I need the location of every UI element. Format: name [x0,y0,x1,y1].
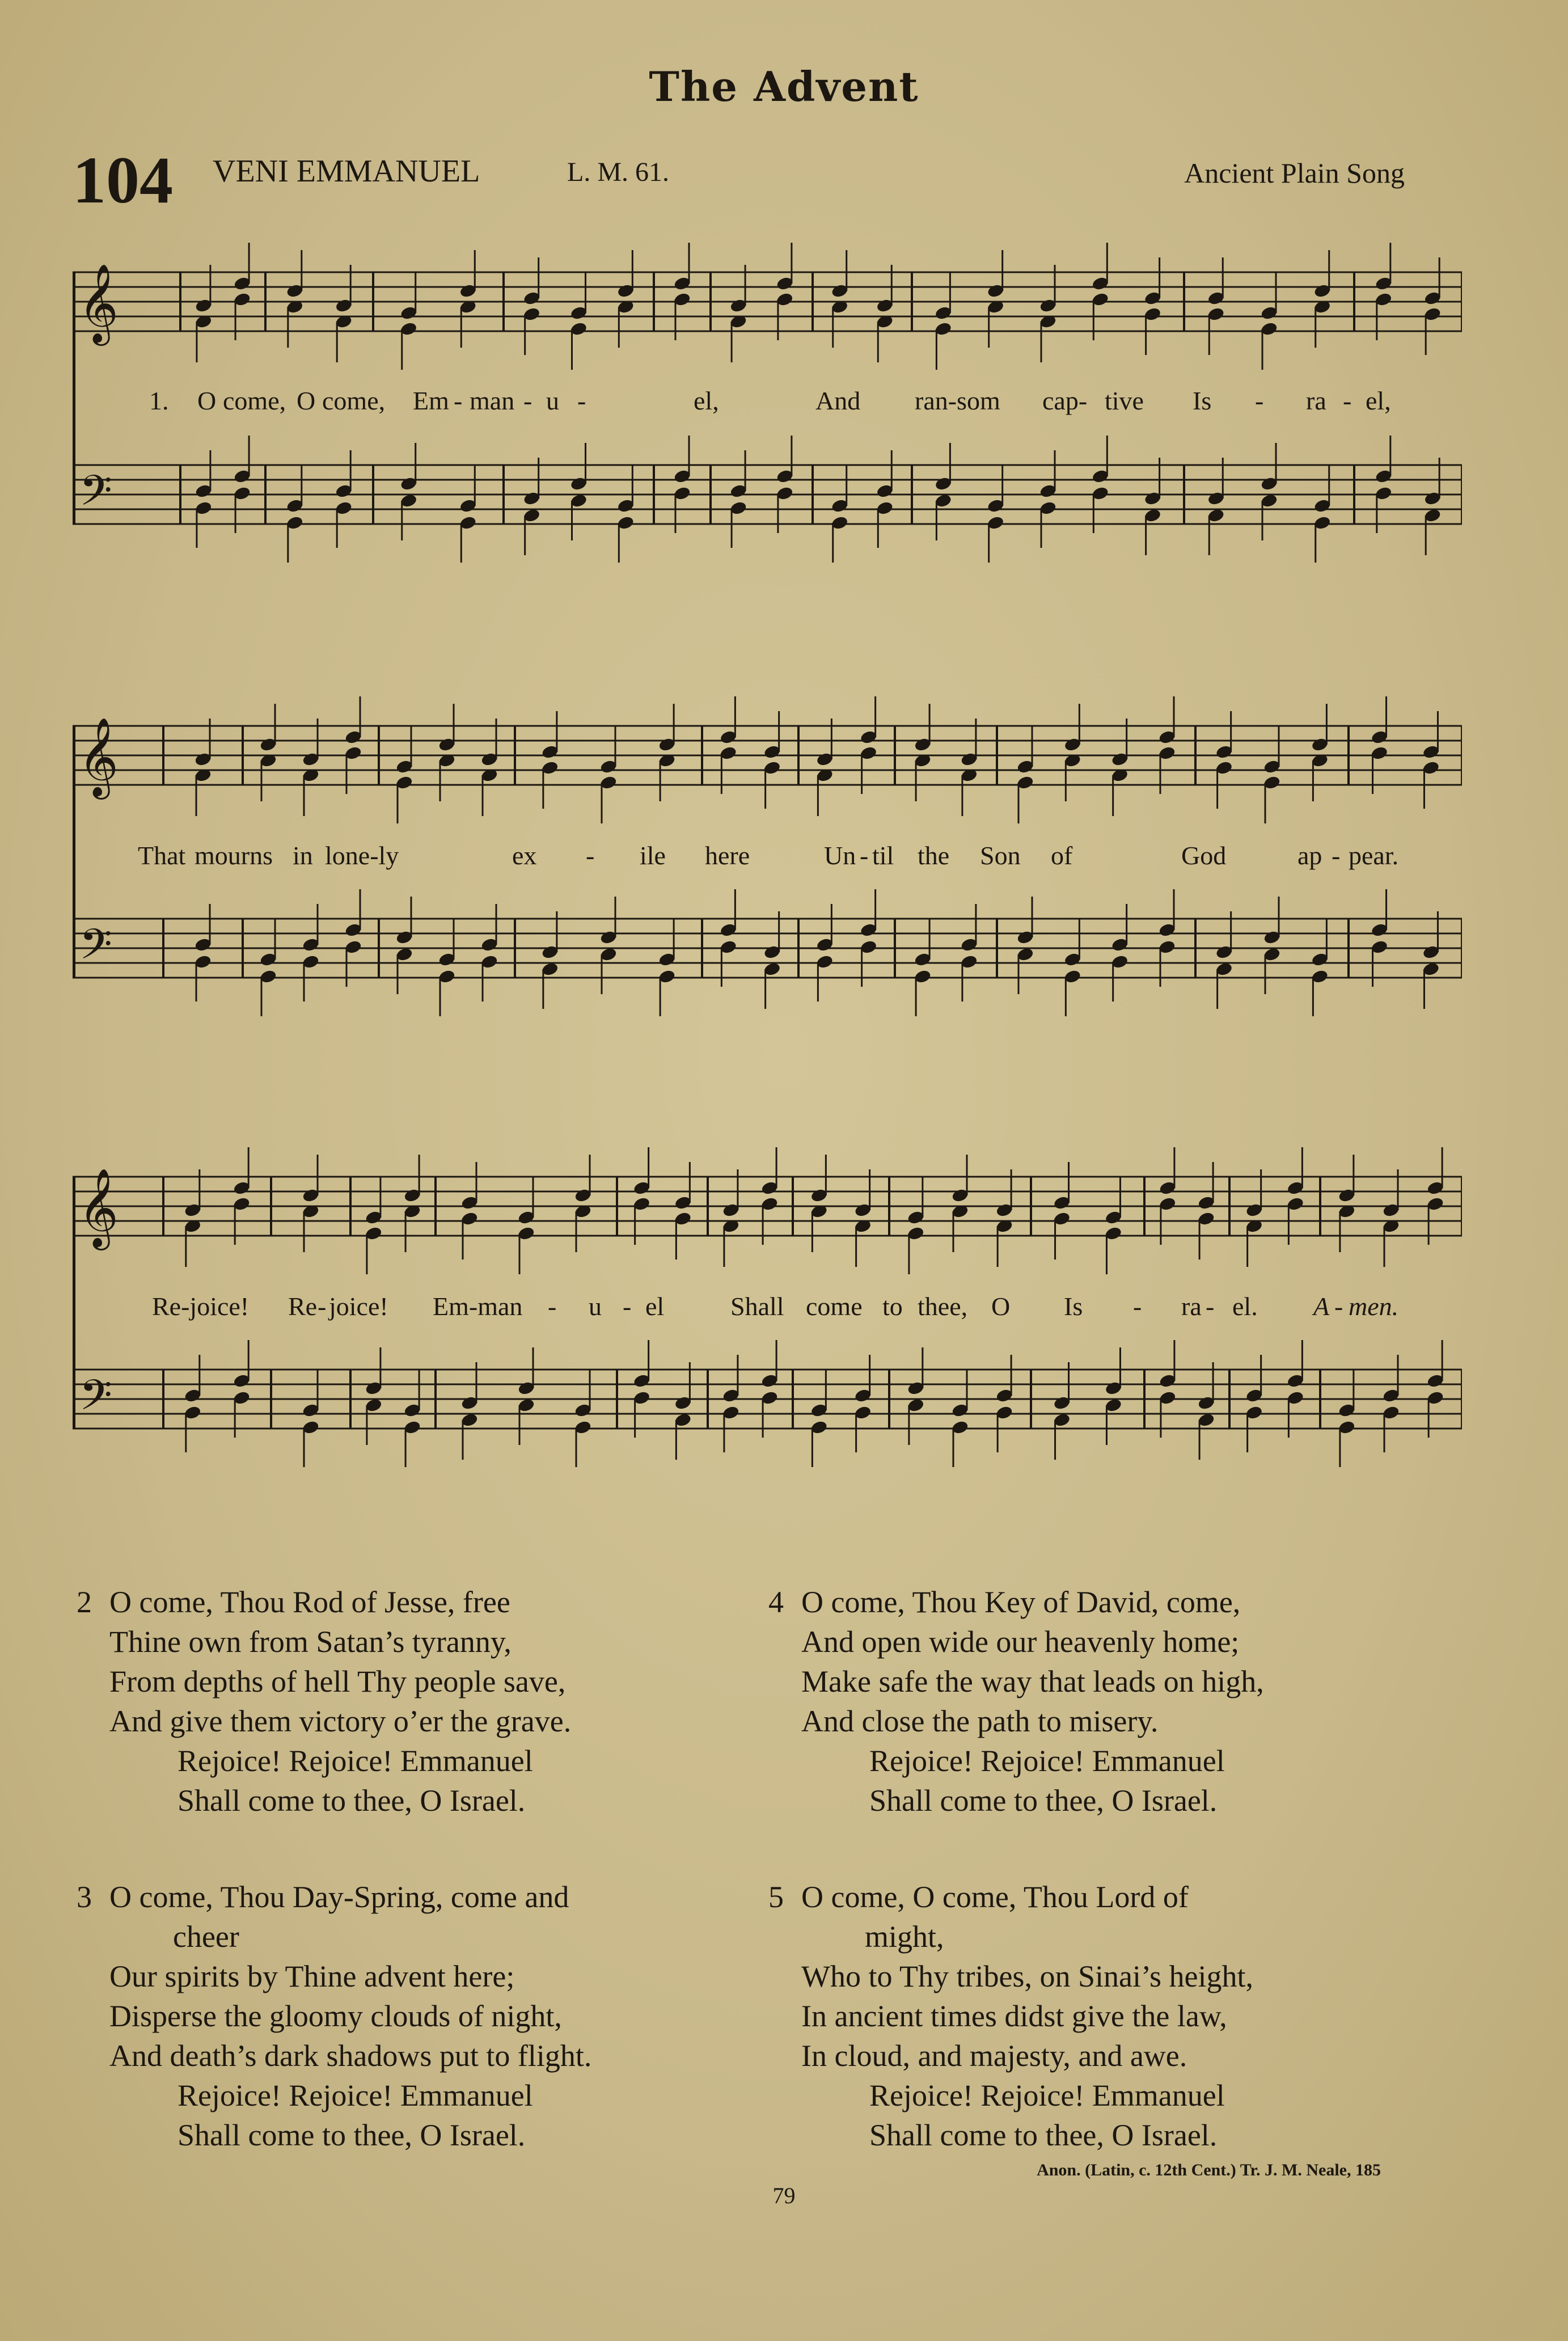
meter: L. M. 61. [567,157,669,187]
verse-line: O come, Thou Day-Spring, come and [109,1880,569,1914]
lyric-syllable: - [1255,386,1264,415]
verse-number: 3 [77,1880,92,1914]
lyric-syllable: - [1343,386,1352,415]
lyric-syllable: - [1133,1292,1142,1321]
music-staff-graphic [73,681,1462,1032]
lyric-syllable: come, [322,386,386,415]
lyric-syllable: Em-man [433,1292,523,1321]
tune-name: VENI EMMANUEL [213,154,480,189]
lyric-syllable: of [1051,841,1073,870]
lyric-syllable: el [645,1292,665,1321]
verse-line: O come, Thou Rod of Jesse, free [109,1585,510,1619]
lyric-syllable: here [705,841,750,870]
verse-line: Make safe the way that leads on high, [801,1664,1264,1698]
lyric-syllable: u [546,386,559,415]
verse-line: cheer [173,1920,239,1954]
verse-line: And death’s dark shadows put to flight. [109,2039,592,2073]
lyric-syllable: That [138,841,186,870]
lyric-syllable: ile [640,841,666,870]
lyric-syllable: O [197,386,217,415]
lyric-syllable: Re-joice! [152,1292,250,1321]
lyric-syllable: man [470,386,515,415]
lyric-syllable: cap- [1042,386,1088,415]
refrain-line: Shall come to thee, O Israel. [869,1784,1218,1818]
svg-text:𝄞: 𝄞 [78,717,119,796]
lyric-syllable: O [991,1292,1011,1321]
lyric-syllable: el. [1232,1292,1258,1321]
verse-line: O come, O come, Thou Lord of [801,1880,1189,1914]
verse-2 [77,1582,571,1820]
lyric-syllable: And [815,386,861,415]
lyric-syllable: Is [1193,386,1212,415]
verse-line: might, [865,1920,944,1954]
running-title: The Advent [649,62,919,111]
verse-5 [768,1877,1253,2155]
verse-4 [768,1582,1264,1820]
lyric-syllable: in [293,841,313,870]
svg-text:𝄢: 𝄢 [79,920,112,979]
verse-line: O come, Thou Key of David, come, [801,1585,1241,1619]
hymn-number: 104 [73,143,173,217]
page-number: 79 [772,2183,796,2208]
lyric-syllable: Em [413,386,449,415]
lyric-syllable: the [918,841,950,870]
lyric-syllable: come [806,1292,863,1321]
lyric-syllable: til [872,841,894,870]
lyric-syllable: ap [1297,841,1322,870]
lyric-syllable: ra [1181,1292,1202,1321]
lyric-syllable: Is [1064,1292,1083,1321]
verse-line: In cloud, and majesty, and awe. [801,2039,1187,2073]
lyric-syllable: - [586,841,595,870]
verse-number: 2 [77,1585,92,1619]
lyric-syllable: Un [824,841,856,870]
verse-line: And close the path to misery. [801,1704,1159,1738]
svg-text:𝄢: 𝄢 [79,466,112,526]
verse-number: 4 [768,1585,784,1619]
lyric-syllable: ran-som [915,386,1000,415]
music-system-3 [73,1131,1462,1483]
lyric-syllable: A [1313,1292,1330,1321]
music-system-1 [73,227,1462,578]
music-system-2 [73,681,1462,1032]
lyric-syllable: 1. [149,386,169,415]
verse-line: Our spirits by Thine advent here; [109,1959,515,1993]
lyric-syllable: - [1206,1292,1215,1321]
refrain-line: Rejoice! Rejoice! Emmanuel [869,2078,1225,2112]
text-attribution: Anon. (Latin, c. 12th Cent.) Tr. J. M. Neale, 185 [1037,2161,1381,2179]
refrain-line: Shall come to thee, O Israel. [177,2118,526,2152]
verse-line: And open wide our heavenly home; [801,1625,1240,1659]
lyric-syllable: u [589,1292,602,1321]
lyric-syllable: Re [288,1292,318,1321]
svg-text:𝄞: 𝄞 [78,264,119,343]
lyric-syllable: come, [223,386,286,415]
refrain-line: Shall come to thee, O Israel. [869,2118,1218,2152]
svg-text:𝄢: 𝄢 [79,1371,112,1430]
refrain-line: Rejoice! Rejoice! Emmanuel [869,1744,1225,1778]
lyric-syllable: mourns [195,841,273,870]
lyric-syllable: tive [1105,386,1144,415]
lyric-syllable: - [548,1292,557,1321]
lyric-syllable: ra [1306,386,1326,415]
lyric-syllable: - [577,386,586,415]
verse-line: And give them victory o’er the grave. [109,1704,572,1738]
lyric-syllable: - [623,1292,632,1321]
lyric-syllable: pear. [1349,841,1399,870]
tune-source: Ancient Plain Song [1184,157,1405,189]
lyric-syllable: God [1181,841,1227,870]
lyric-syllable: el, [1366,386,1391,415]
lyric-syllable: O [297,386,316,415]
lyric-syllable: - [523,386,532,415]
lyric-syllable: - [454,386,463,415]
lyric-syllable: to [882,1292,903,1321]
verse-line: Who to Thy tribes, on Sinai’s height, [801,1959,1253,1993]
verse-3 [77,1877,591,2155]
verse-line: From depths of hell Thy people save, [109,1664,566,1698]
verse-line: Thine own from Satan’s tyranny, [109,1625,512,1659]
lyric-syllable: men. [1349,1292,1399,1321]
lyric-syllable: Shall [730,1292,784,1321]
lyric-syllable: el, [694,386,719,415]
refrain-line: Rejoice! Rejoice! Emmanuel [177,1744,533,1778]
svg-text:𝄞: 𝄞 [78,1168,119,1247]
lyric-syllable: Son [980,841,1021,870]
verse-line: Disperse the gloomy clouds of night, [109,1999,562,2033]
lyric-syllable: - [860,841,869,870]
refrain-line: Shall come to thee, O Israel. [177,1784,526,1818]
lyric-syllable: ex [512,841,537,870]
lyric-syllable: lone-ly [325,841,399,870]
lyric-syllable: - [1334,1292,1343,1321]
lyric-syllable: joice! [329,1292,388,1321]
verse-number: 5 [768,1880,784,1914]
lyric-syllable: - [1332,841,1341,870]
verse-line: In ancient times didst give the law, [801,1999,1227,2033]
refrain-line: Rejoice! Rejoice! Emmanuel [177,2078,533,2112]
lyric-syllable: - [318,1292,327,1321]
lyric-syllable: thee, [918,1292,968,1321]
